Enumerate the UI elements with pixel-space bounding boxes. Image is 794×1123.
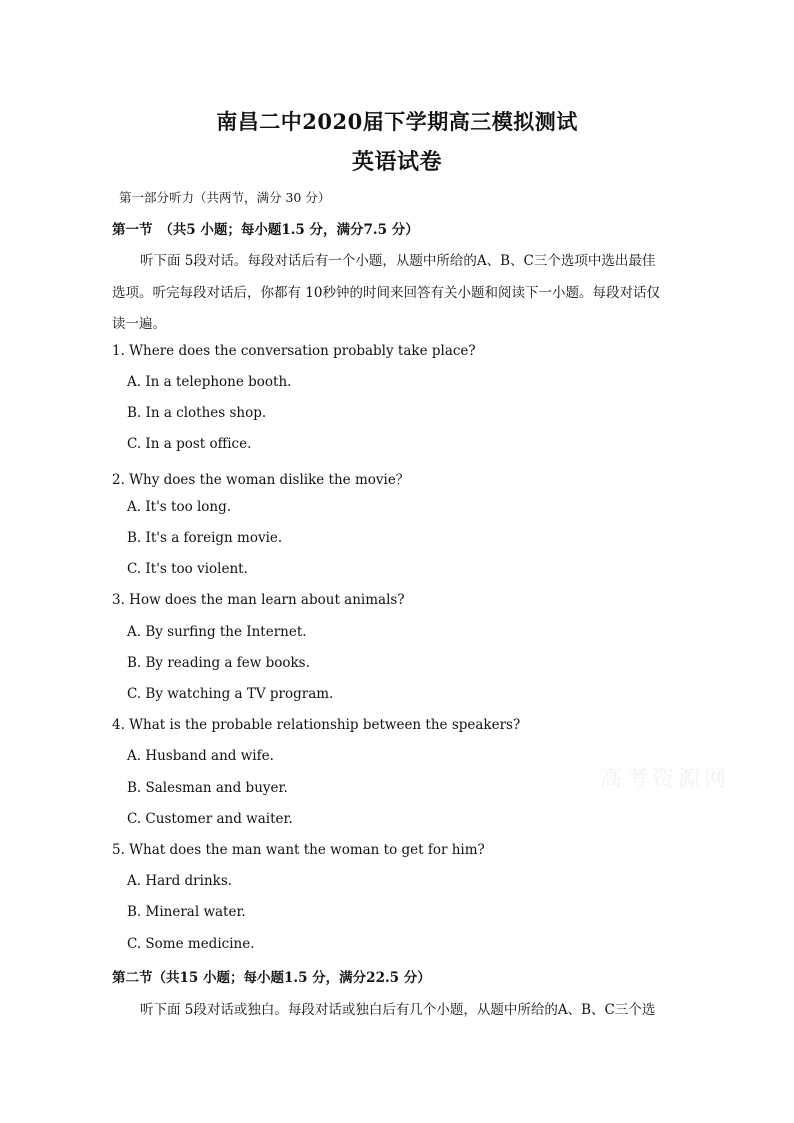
answer-option: A. In a telephone booth. (127, 374, 292, 390)
answer-option: C. Some medicine. (127, 936, 255, 952)
answer-option: A. It's too long. (127, 499, 232, 515)
section1-instruction-line: 读一遍。 (112, 316, 166, 332)
question-stem: 2. Why does the woman dislike the movie？ (112, 472, 410, 488)
answer-option: A. By surfing the Internet. (127, 624, 307, 640)
answer-option: C. Customer and waiter. (127, 811, 293, 827)
section1-heading: 第一节 （共5 小题；每小题1.5 分，满分7.5 分） (112, 222, 419, 238)
section1-instruction-line: 选项。听完每段对话后，你都有 10秒钟的时间来回答有关小题和阅读下一小题。每段对话仅 (112, 285, 660, 301)
answer-option: A. Husband and wife. (127, 748, 274, 764)
answer-option: B. It's a foreign movie. (127, 530, 283, 546)
answer-option: C. By watching a TV program. (127, 686, 334, 702)
watermark: 高考资源网 (600, 767, 731, 792)
answer-option: A. Hard drinks. (127, 873, 233, 889)
answer-option: C. In a post office. (127, 436, 252, 452)
section2-heading: 第二节（共15 小题；每小题1.5 分，满分22.5 分） (112, 970, 431, 986)
answer-option: B. Mineral water. (127, 904, 246, 920)
answer-option: B. In a clothes shop. (127, 405, 267, 421)
answer-option: C. It's too violent. (127, 561, 248, 577)
question-stem: 4. What is the probable relationship between the speakers? (112, 717, 521, 733)
question-stem: 3. How does the man learn about animals? (112, 592, 405, 608)
question-stem: 5. What does the man want the woman to get for him? (112, 842, 485, 858)
answer-option: B. By reading a few books. (127, 655, 310, 671)
exam-title: 南昌二中2020届下学期高三模拟测试 (216, 109, 578, 134)
part1-heading: 第一部分听力（共两节，满分 30 分） (119, 190, 331, 205)
answer-option: B. Salesman and buyer. (127, 780, 288, 796)
question-stem: 1. Where does the conversation probably take place? (112, 343, 476, 359)
exam-subtitle: 英语试卷 (351, 149, 442, 175)
section2-instruction-line: 听下面 5段对话或独白。每段对话或独白后有几个小题，从题中所给的A、B、C三个选 (140, 1002, 656, 1018)
section1-instruction-line: 听下面 5段对话。每段对话后有一个小题，从题中所给的A、B、C三个选项中选出最佳 (140, 253, 656, 269)
